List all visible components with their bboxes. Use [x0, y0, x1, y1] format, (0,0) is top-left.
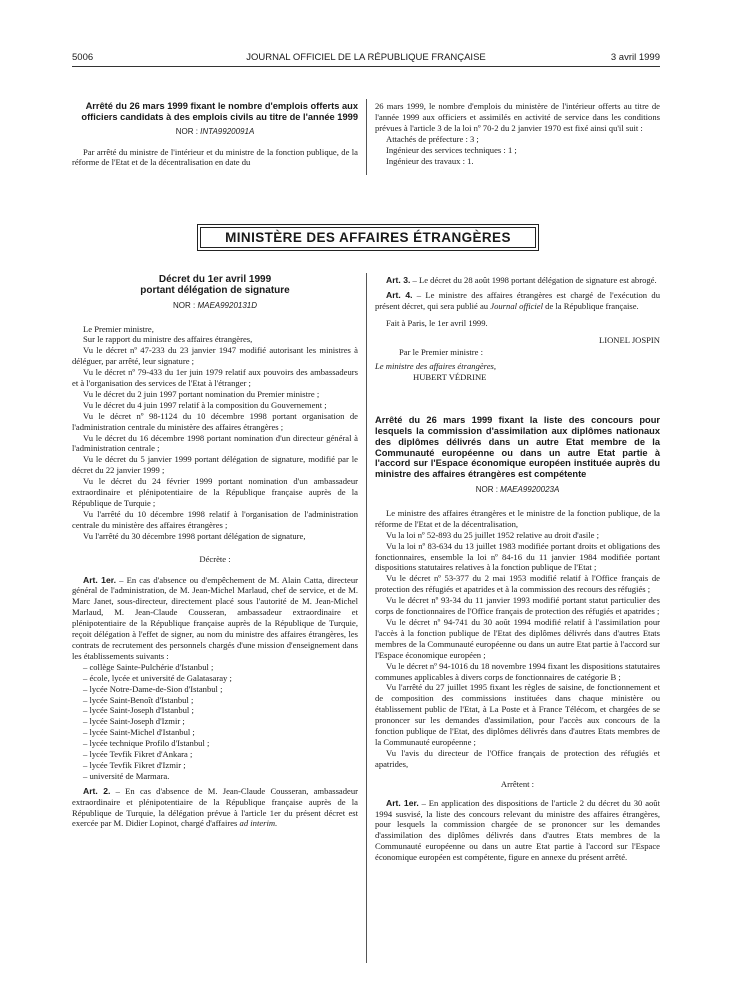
le-ministre-label: Le ministre des affaires étrangères,: [375, 361, 497, 372]
page-number: 5006: [72, 52, 94, 63]
arrete-para: Vu l'arrêté du 27 juillet 1995 fixant les règles de saisine, de fonctionnement et de composition des commissions instituées dans chaque ministère ou établissement public de l'Etat, à La Poste et à France Télécom, et chargées de se prononcer sur les demandes d'assimilation, pour l'accès aux concours de la fonction publique de l'Etat, des diplômes délivrés dans d'autres Etats membres de la Communauté européenne ;: [375, 682, 660, 747]
header-rule: [72, 66, 660, 67]
decree-article-3: Art. 3. – Le décret du 28 août 1998 portant délégation de signature est abrogé.: [386, 275, 657, 285]
decree-para: Vu le décret nº 98-1124 du 10 décembre 1998 portant organisation de l'administration centrale du ministère des affaires étrangères ;: [72, 410, 358, 432]
journal-title: JOURNAL OFFICIEL DE LA RÉPUBLIQUE FRANÇAISE: [246, 52, 486, 63]
decree-para: Vu l'arrêté du 30 décembre 1998 portant délégation de signature,: [83, 530, 306, 541]
decree-para: Vu le décret du 4 juin 1997 relatif à la composition du Gouvernement ;: [83, 399, 327, 410]
school-list-item: – collège Sainte-Pulchérie d'Istanbul ;: [83, 661, 214, 672]
top-column-divider: [366, 99, 367, 175]
arrete-article-1: Art. 1er. – En application des dispositions de l'article 2 du décret du 30 août 1994 susvisé, la liste des concours relevant du ministre des affaires étrangères, pour lesquels la commission chargée de se prononcer sur les demandes d'assimilation des diplômes délivrés dans d'autres Etats membres de la Communauté européenne ou dans un autre Etat partie à l'accord sur l'Espace économique européen est compétente, figure en annexe du présent arrêté.: [375, 797, 660, 863]
arrete-nor: NOR : MAEA9920023A: [475, 485, 560, 495]
decree-title: Décret du 1er avril 1999 portant délégation de signature: [140, 274, 290, 296]
school-list-item: – université de Marmara.: [83, 770, 170, 781]
decree-para: Vu le décret du 24 février 1999 portant nomination d'un ambassadeur extraordinaire et plénipotentiaire de la République française auprès de la République de Turquie ;: [72, 476, 358, 508]
school-list-item: – lycée Saint-Michel d'Istanbul ;: [83, 727, 195, 738]
arrete-para: Vu la loi nº 83-634 du 13 juillet 1983 modifiée portant droits et obligations des fonctionnaires, ensemble la loi nº 84-16 du 11 janvier 1984 modifiée portant dispositions statutaires relatives à la fonction publique de l'Etat ;: [375, 540, 660, 573]
decree-article-1: Art. 1er. – En cas d'absence ou d'empêchement de M. Alain Catta, directeur général de l'administration, de M. Jean-Michel Marlaud, chef de service, et de M. Marc Janet, sous-directeur, directement placé sous l'autorité de M. Jean-Michel Marlaud, M. Jean-Claude Cousseran, ambassadeur extraordinaire et plénipotentiaire de la République française auprès de la République de Turquie, reçoit délégation à l'effet de signer, au nom du ministre des affaires étrangères, les contrats de recrutement des personnels chargés d'une mission d'enseignement dans les établissements suivants :: [72, 574, 358, 661]
top-right-column: [375, 101, 660, 166]
signature-pm: LIONEL JOSPIN: [598, 334, 660, 345]
decree-decrete: Décrète :: [199, 553, 231, 564]
decree-para: Vu le décret du 5 janvier 1999 portant délégation de signature, modifié par le décret du 22 janvier 1999 ;: [72, 454, 358, 476]
decree-para: Sur le rapport du ministre des affaires étrangères,: [83, 334, 253, 345]
top-list-item: Attachés de préfecture : 3 ;: [386, 133, 479, 144]
top-body-left: Par arrêté du ministre de l'intérieur et du ministre de la fonction publique, de la réforme de l'Etat et de la décentralisation en date du: [72, 146, 358, 168]
signature-minister: HUBERT VÉDRINE: [413, 372, 487, 383]
decree-article-2: Art. 2. – En cas d'absence de M. Jean-Claude Cousseran, ambassadeur extraordinaire et plénipotentiaire de la République française auprès de la République de Turquie, la délégation prévue à l'article 1er du présent décret est exercée par M. Didier Lopinot, chargé d'affaires ad interim.: [72, 785, 358, 829]
arrete-para: Vu l'avis du directeur de l'Office français de protection des réfugiés et apatrides,: [375, 747, 660, 769]
decree-para: Vu le décret nº 47-233 du 23 janvier 1947 modifié autorisant les ministres à déléguer, par arrêté, leur signature ;: [72, 345, 358, 367]
top-body-right: 26 mars 1999, le nombre d'emplois du ministère de l'intérieur offerts au titre de l'année 1999 aux officiers et assimilés en activité de service dans les conditions prévues à l'article 3 de la loi nº 70-2 du 2 janvier 1970 est fixé ainsi qu'il suit :: [375, 101, 660, 133]
arrete-para: Vu le décret nº 53-377 du 2 mai 1953 modifié relatif à l'Office français de protection des réfugiés et apatrides et à la commission des recours des réfugiés ;: [375, 573, 660, 595]
arrete-para: Vu le décret nº 94-1016 du 18 novembre 1994 fixant les dispositions statutaires communes applicables à divers corps de fonctionnaires de catégorie B ;: [375, 660, 660, 682]
arrete-para: Vu le décret nº 94-741 du 30 août 1994 modifié relatif à l'assimilation pour l'accès à la fonction publique de l'Etat des diplômes délivrés dans d'autres Etats membres de la Communauté européenne ou dans un autre Etat partie à l'accord sur l'Espace économique européen ;: [375, 617, 660, 660]
arrete-title: Arrêté du 26 mars 1999 fixant la liste des concours pour lesquels la commission d'assimilation aux diplômes nationaux des diplômes délivrés dans un autre Etat membre de la Communauté européenne ou dans un autre Etat partie à l'accord sur l'Espace économique européen instituée auprès du ministre des affaires étrangères est compétente: [375, 415, 660, 480]
school-list-item: – lycée technique Profilo d'Istanbul ;: [83, 738, 210, 749]
decree-fait: Fait à Paris, le 1er avril 1999.: [386, 317, 488, 328]
school-list-item: – lycée Tevfik Fikret d'Ankara ;: [83, 749, 193, 760]
top-nor: NOR : INTA9920091A: [175, 126, 255, 136]
decree-column: [72, 275, 358, 829]
issue-date: 3 avril 1999: [610, 52, 660, 63]
decree-para: Vu le décret du 2 juin 1997 portant nomination du Premier ministre ;: [83, 388, 320, 399]
decree-para: Vu le décret du 16 décembre 1998 portant nomination d'un directeur général à l'administration centrale ;: [72, 432, 358, 454]
right-column: [375, 275, 660, 863]
school-list-item: – lycée Saint-Joseph d'Istanbul ;: [83, 705, 194, 716]
par-le-premier-ministre: Par le Premier ministre :: [399, 346, 484, 357]
decree-nor: NOR : MAEA9920131D: [172, 300, 258, 310]
school-list-item: – école, lycée et université de Galatasaray ;: [83, 672, 232, 683]
decree-para: Vu le décret nº 79-433 du 1er juin 1979 relatif aux pouvoirs des ambassadeurs et à l'organisation des services de l'Etat à l'étranger ;: [72, 367, 358, 389]
school-list-item: – lycée Saint-Benoît d'Istanbul ;: [83, 694, 194, 705]
top-arrete-title: Arrêté du 26 mars 1999 fixant le nombre d'emplois offerts aux officiers candidats à des emplois civils au titre de l'année 1999: [81, 101, 358, 122]
top-list-item: Ingénieur des travaux : 1.: [386, 155, 474, 166]
decree-para: Vu l'arrêté du 10 décembre 1998 relatif à l'organisation de l'administration centrale du ministère des affaires étrangères ;: [72, 508, 358, 530]
arrete-para: Le ministre des affaires étrangères et le ministre de la fonction publique, de la réforme de l'Etat et de la décentralisation,: [375, 507, 660, 529]
arrete-arretent: Arrêtent :: [500, 778, 535, 789]
school-list-item: – lycée Saint-Joseph d'Izmir ;: [83, 716, 185, 727]
top-left-column: [72, 101, 358, 168]
school-list-item: – lycée Notre-Dame-de-Sion d'Istanbul ;: [83, 683, 223, 694]
ministry-banner: MINISTÈRE DES AFFAIRES ÉTRANGÈRES: [200, 227, 536, 248]
decree-article-4: Art. 4. – Le ministre des affaires étrangères est chargé de l'exécution du présent décret, qui sera publié au Journal officiel de la République française.: [375, 289, 660, 311]
top-list-item: Ingénieur des services techniques : 1 ;: [386, 144, 517, 155]
page-header: [72, 52, 660, 64]
arrete-para: Vu le décret nº 93-34 du 11 janvier 1993 modifié portant statut particulier des corps de fonctionnaires de l'Office français de protection des réfugiés et apatrides ;: [375, 595, 660, 617]
decree-para: Le Premier ministre,: [83, 323, 154, 334]
school-list-item: – lycée Tevfik Fikret d'Izmir ;: [83, 759, 186, 770]
body-column-divider: [366, 273, 367, 963]
arrete-para: Vu la loi nº 52-893 du 25 juillet 1952 relative au droit d'asile ;: [386, 529, 600, 540]
